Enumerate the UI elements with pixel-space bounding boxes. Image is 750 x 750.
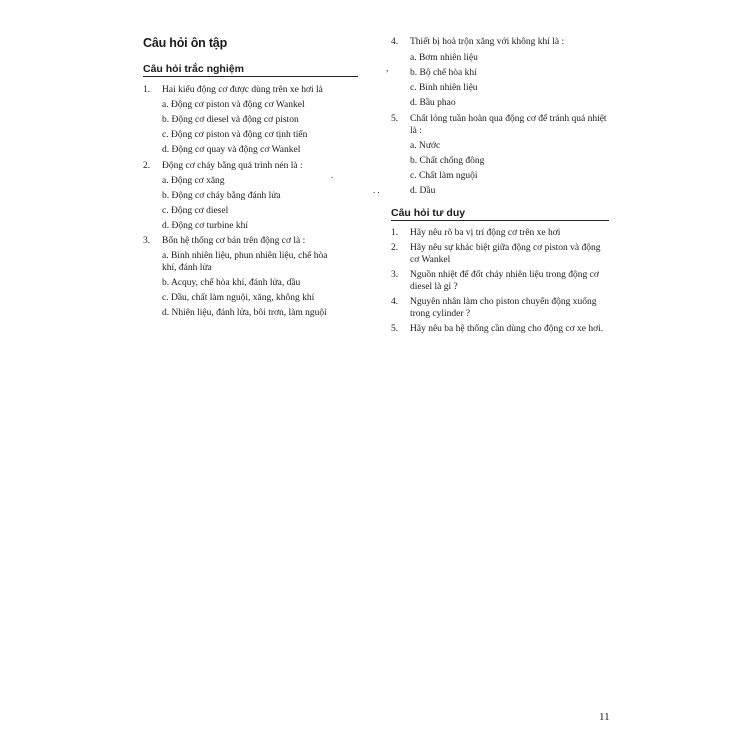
question-number: 5. (391, 324, 399, 334)
multiple-choice-heading: Câu hỏi trắc nghiệm (143, 63, 358, 77)
question-number: 3. (143, 236, 151, 246)
question-text: Nguyên nhân làm cho piston chuyển động xuống trong cylinder ? (410, 297, 597, 319)
option-b: b. Động cơ diesel và động cơ piston (162, 115, 299, 125)
essay-question-5 (391, 323, 609, 335)
right-column (391, 36, 609, 335)
option-d: d. Động cơ quay và động cơ Wankel (162, 145, 301, 155)
option-c: c. Động cơ piston và động cơ tịnh tiến (162, 130, 308, 140)
option-a: a. Nước (410, 141, 441, 151)
essay-question-1 (391, 227, 609, 239)
question-number: 4. (391, 297, 399, 307)
option-b: b. Động cơ cháy bằng đánh lửa (162, 191, 281, 201)
question-4 (391, 36, 609, 48)
question-text: Bốn hệ thống cơ bản trên động cơ là : (162, 236, 306, 246)
option-c: c. Động cơ diesel (162, 206, 229, 216)
question-number: 1. (391, 228, 399, 238)
essay-question-4 (391, 296, 609, 320)
option-c: c. Bình nhiên liệu (410, 83, 478, 93)
question-text: Hãy nêu ba hệ thống cần dùng cho động cơ xe hơi. (410, 324, 604, 334)
question-text: Hãy nêu rõ ba vị trí động cơ trên xe hơi (410, 228, 561, 238)
scan-speck: . . (373, 185, 380, 195)
option-d: d. Bầu phao (410, 98, 456, 108)
option-a: a. Bơm nhiên liệu (410, 53, 478, 63)
question-text: Thiết bị hoà trộn xăng với không khí là : (410, 37, 565, 47)
question-2 (143, 160, 358, 172)
question-text: Chất lỏng tuần hoàn qua động cơ để tránh quá nhiệt là : (410, 114, 607, 136)
option-d: d. Nhiên liệu, đánh lửa, bôi trơn, làm nguội (162, 308, 327, 318)
option-c: c. Chất làm nguội (410, 171, 478, 181)
question-number: 4. (391, 37, 399, 47)
essay-heading: Câu hỏi tư duy (391, 207, 609, 221)
question-number: 3. (391, 270, 399, 280)
question-text: Hãy nêu sự khác biệt giữa động cơ piston và động cơ Wankel (410, 243, 601, 265)
section-title: Câu hỏi ôn tập (143, 36, 227, 50)
option-a: a. Bình nhiên liệu, phun nhiên liệu, chế hòa (162, 251, 328, 261)
question-number: 5. (391, 114, 399, 124)
option-c: c. Dầu, chất làm nguội, xăng, không khí (162, 293, 315, 303)
question-5 (391, 113, 609, 137)
question-text: Nguồn nhiệt để đốt cháy nhiên liệu trong động cơ diesel là gì ? (410, 270, 599, 292)
left-column (143, 36, 358, 319)
essay-question-2 (391, 242, 609, 266)
question-number: 2. (391, 243, 399, 253)
essay-question-3 (391, 269, 609, 293)
scan-speck: , (386, 63, 389, 73)
question-3 (143, 235, 358, 247)
page-number: 11 (599, 711, 610, 723)
question-text: Hai kiểu động cơ được dùng trên xe hơi là (162, 85, 323, 95)
question-1 (143, 84, 358, 96)
option-d: d. Động cơ turbine khí (162, 221, 249, 231)
question-number: 1. (143, 85, 151, 95)
option-b: b. Acquy, chế hòa khí, đánh lửa, dầu (162, 278, 301, 288)
scan-speck: . (331, 170, 334, 180)
option-b: b. Chất chống đông (410, 156, 485, 166)
question-text: Động cơ cháy bằng quá trình nén là : (162, 161, 303, 171)
option-b: b. Bộ chế hòa khí (410, 68, 477, 78)
option-a: a. Động cơ xăng (162, 176, 225, 186)
option-a-continued: khí, đánh lửa (162, 263, 212, 273)
option-d: d. Dầu (410, 186, 436, 196)
question-number: 2. (143, 161, 151, 171)
option-a: a. Động cơ piston và động cơ Wankel (162, 100, 305, 110)
